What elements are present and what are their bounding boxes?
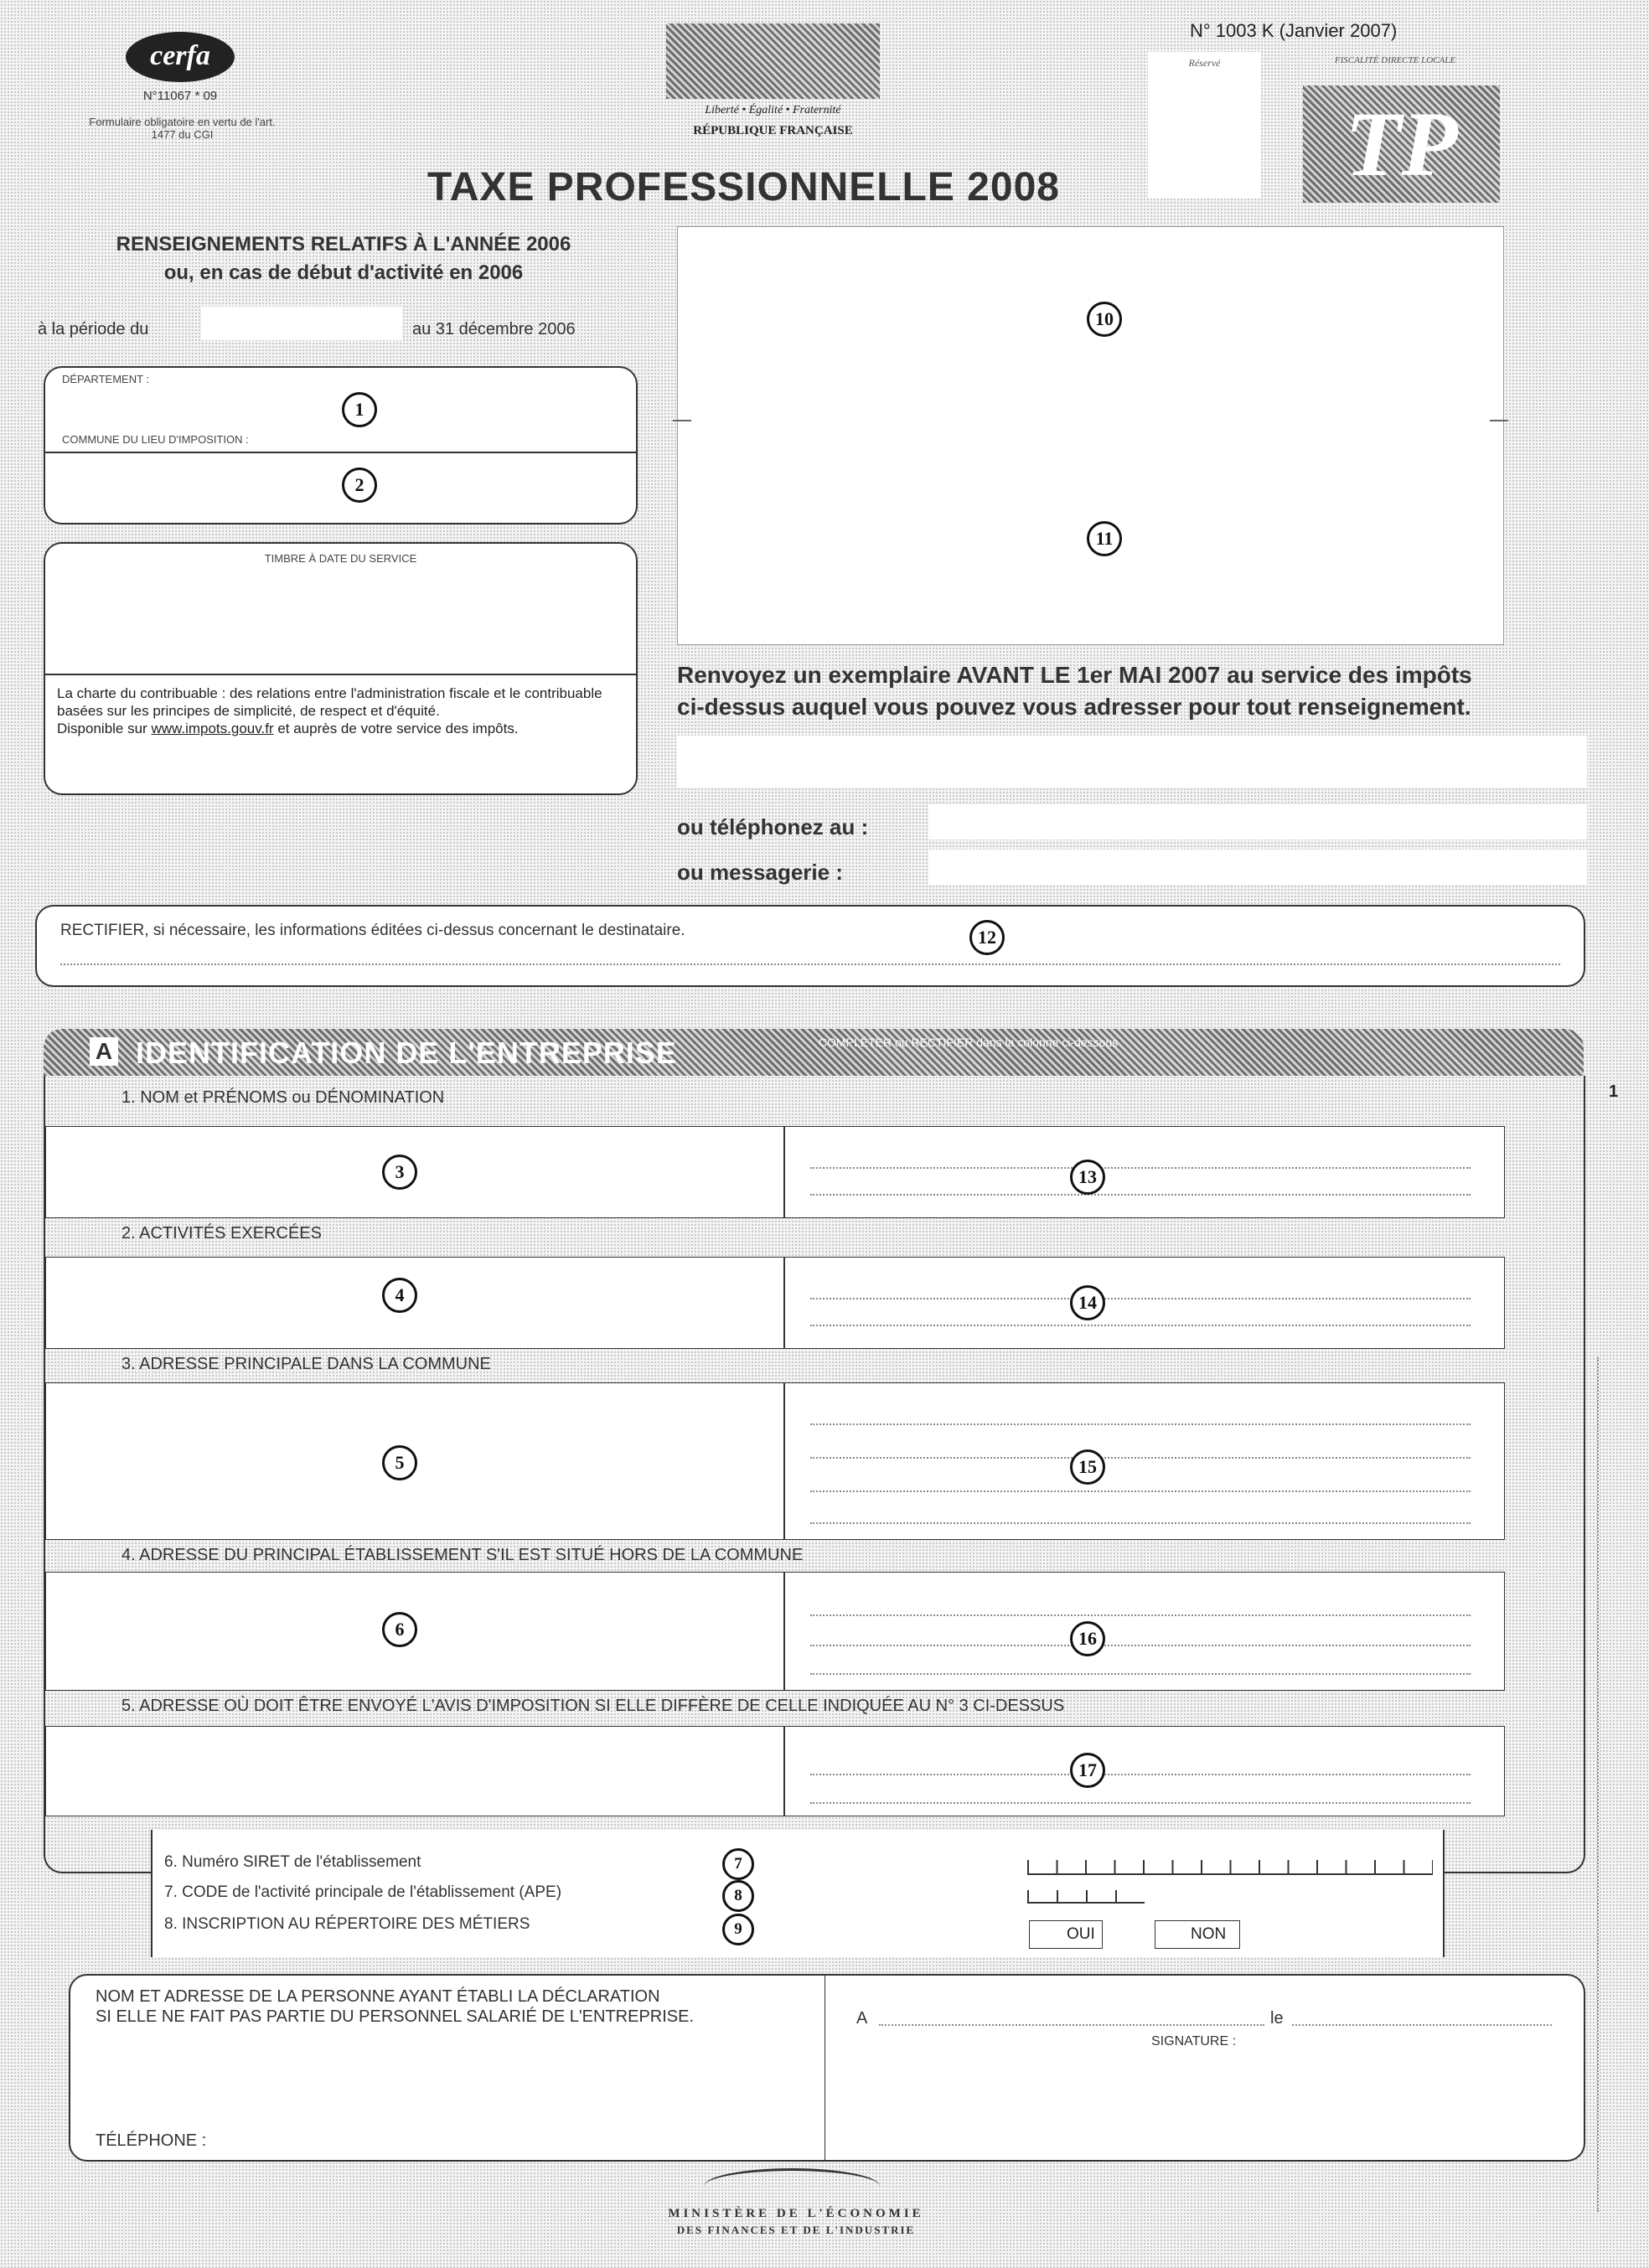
marker-8: 8 xyxy=(722,1880,754,1912)
marker-4: 4 xyxy=(382,1278,417,1313)
heading-debut-activite: ou, en cas de début d'activité en 2006 xyxy=(163,261,524,284)
cerfa-logo-text: cerfa xyxy=(150,40,210,71)
disponible-suffix: et auprès de votre service des impôts. xyxy=(277,721,519,736)
preparer-box xyxy=(69,1974,1585,2162)
period-suffix: au 31 décembre 2006 xyxy=(412,320,576,338)
period-prefix: à la période du xyxy=(38,320,149,338)
oui-checkbox[interactable] xyxy=(1029,1920,1103,1949)
timbre-box xyxy=(44,542,638,795)
window-tick-left xyxy=(673,420,691,421)
period-start-field[interactable] xyxy=(201,307,402,340)
return-notice-line2: ci-dessus auquel vous pouvez vous adresser pour tout renseignement. xyxy=(677,694,1471,720)
marker-13: 13 xyxy=(1070,1160,1105,1195)
section-a-title: IDENTIFICATION DE L'ENTREPRISE xyxy=(136,1036,677,1070)
phone-field[interactable] xyxy=(928,804,1587,840)
address-window xyxy=(677,226,1504,645)
field1-label: 1. NOM et PRÉNOMS ou DÉNOMINATION xyxy=(121,1088,445,1107)
impots-link[interactable]: www.impots.gouv.fr xyxy=(151,721,274,736)
preparer-phone-label: TÉLÉPHONE : xyxy=(96,2131,207,2150)
marker-1: 1 xyxy=(342,392,377,427)
field3-line-2 xyxy=(810,1457,1471,1459)
marker-11: 11 xyxy=(1087,521,1122,556)
page-number: 1 xyxy=(1609,1082,1619,1101)
disponible-prefix: Disponible sur xyxy=(57,721,147,736)
marker-9: 9 xyxy=(722,1914,754,1945)
non-checkbox[interactable] xyxy=(1155,1920,1240,1949)
field5-correction[interactable] xyxy=(784,1726,1505,1816)
ministry-emblem-icon xyxy=(704,2168,880,2204)
field5-line-2 xyxy=(810,1802,1471,1804)
commune-label: COMMUNE DU LIEU D'IMPOSITION : xyxy=(62,433,249,446)
le-label: le xyxy=(1270,2009,1284,2028)
service-address-field xyxy=(677,736,1587,788)
field4-line-1 xyxy=(810,1614,1471,1616)
date-field[interactable] xyxy=(1292,2024,1552,2026)
cerfa-note: Formulaire obligatoire en vertu de l'art. 1477 du CGI xyxy=(89,116,276,141)
rectifier-text: RECTIFIER, si nécessaire, les informations éditées ci-dessus concernant le destinataire. xyxy=(60,922,685,939)
page-title: TAXE PROFESSIONNELLE 2008 xyxy=(427,165,1060,209)
marker-16: 16 xyxy=(1070,1621,1105,1656)
side-code-vertical xyxy=(1597,1357,1604,2212)
marker-5: 5 xyxy=(382,1445,417,1480)
field2-correction[interactable] xyxy=(784,1257,1505,1349)
cerfa-number: N°11067 * 09 xyxy=(142,89,218,103)
field4-line-2 xyxy=(810,1645,1471,1646)
siret-input[interactable] xyxy=(1027,1860,1433,1875)
rectifier-line xyxy=(60,964,1560,965)
section-a-letter: A xyxy=(90,1037,118,1066)
preparer-line1: NOM ET ADRESSE DE LA PERSONNE AYANT ÉTABLI LA DÉCLARATION xyxy=(96,1987,660,2006)
heading-renseignements: RENSEIGNEMENTS RELATIFS À L'ANNÉE 2006 xyxy=(116,233,571,256)
non-label: NON xyxy=(1191,1925,1227,1943)
section-a-complete-note: COMPLÉTER ou RECTIFIER dans la colonne ci-dessous xyxy=(819,1036,1119,1049)
field3-line-4 xyxy=(810,1522,1471,1524)
field7-label: 7. CODE de l'activité principale de l'établissement (APE) xyxy=(164,1883,562,1901)
marker-3: 3 xyxy=(382,1155,417,1190)
reserved-label: Réservé xyxy=(1188,57,1221,69)
preparer-line2: SI ELLE NE FAIT PAS PARTIE DU PERSONNEL SALARIÉ DE L'ENTREPRISE. xyxy=(96,2007,695,2026)
email-label: ou messagerie : xyxy=(677,860,843,885)
cerfa-logo xyxy=(126,32,235,82)
reserved-box xyxy=(1148,52,1261,199)
ape-input[interactable] xyxy=(1027,1890,1145,1904)
marker-7: 7 xyxy=(722,1848,754,1880)
field4-correction[interactable] xyxy=(784,1572,1505,1691)
field3-label: 3. ADRESSE PRINCIPALE DANS LA COMMUNE xyxy=(121,1355,491,1373)
field2-line-1 xyxy=(810,1298,1471,1299)
field3-line-3 xyxy=(810,1490,1471,1492)
marker-12: 12 xyxy=(969,920,1005,955)
field5-line-1 xyxy=(810,1774,1471,1775)
marianne-logo xyxy=(666,23,880,99)
marker-2: 2 xyxy=(342,468,377,503)
section-a-header xyxy=(44,1029,1584,1076)
preparer-left[interactable] xyxy=(70,1976,825,2160)
field1-line-1 xyxy=(810,1167,1471,1169)
return-notice-line1: Renvoyez un exemplaire AVANT LE 1er MAI 2007 au service des impôts xyxy=(677,662,1472,688)
tp-badge xyxy=(1303,85,1500,203)
marker-17: 17 xyxy=(1070,1753,1105,1788)
ministry-line2: DES FINANCES ET DE L'INDUSTRIE xyxy=(676,2224,916,2236)
form-reference: N° 1003 K (Janvier 2007) xyxy=(1190,20,1398,41)
email-field[interactable] xyxy=(928,850,1587,885)
location-box xyxy=(44,366,638,524)
field4-line-3 xyxy=(810,1673,1471,1675)
timbre-label: TIMBRE À DATE DU SERVICE xyxy=(264,552,417,565)
window-tick-right xyxy=(1490,420,1508,421)
rectifier-box[interactable] xyxy=(35,905,1585,987)
charte-text: La charte du contribuable : des relations entre l'administration fiscale et le contribuable basées sur les principes de simplicité, de respect et d'équité. xyxy=(57,685,602,719)
field5-current-value xyxy=(45,1726,784,1816)
oui-label: OUI xyxy=(1067,1925,1095,1943)
tp-label: TP xyxy=(1345,93,1458,195)
field1-correction[interactable] xyxy=(784,1126,1505,1218)
field8-label: 8. INSCRIPTION AU RÉPERTOIRE DES MÉTIERS xyxy=(164,1915,530,1933)
field1-line-2 xyxy=(810,1194,1471,1196)
location-divider xyxy=(45,452,636,453)
tp-caption: FISCALITÉ DIRECTE LOCALE xyxy=(1334,55,1456,65)
field3-line-1 xyxy=(810,1423,1471,1425)
a-label: A xyxy=(856,2009,868,2028)
field6-label: 6. Numéro SIRET de l'établissement xyxy=(164,1853,421,1871)
departement-label: DÉPARTEMENT : xyxy=(62,373,150,385)
field2-label: 2. ACTIVITÉS EXERCÉES xyxy=(121,1224,322,1242)
motto: Liberté • Égalité • Fraternité xyxy=(705,104,841,116)
timbre-divider xyxy=(45,674,636,675)
republic-label: RÉPUBLIQUE FRANÇAISE xyxy=(693,124,853,137)
marker-6: 6 xyxy=(382,1612,417,1647)
charte-text-block xyxy=(57,685,624,737)
field5-label: 5. ADRESSE OÙ DOIT ÊTRE ENVOYÉ L'AVIS D'IMPOSITION SI ELLE DIFFÈRE DE CELLE INDIQUÉE AU N° 3 CI-DESSUS xyxy=(121,1697,1065,1715)
marker-10: 10 xyxy=(1087,302,1122,337)
place-field[interactable] xyxy=(879,2024,1264,2026)
ministry-line1: MINISTÈRE DE L'ÉCONOMIE xyxy=(668,2207,924,2220)
field4-label: 4. ADRESSE DU PRINCIPAL ÉTABLISSEMENT S'IL EST SITUÉ HORS DE LA COMMUNE xyxy=(121,1546,804,1564)
phone-label: ou téléphonez au : xyxy=(677,814,869,840)
field3-correction[interactable] xyxy=(784,1382,1505,1540)
field2-line-2 xyxy=(810,1325,1471,1326)
marker-14: 14 xyxy=(1070,1285,1105,1320)
signature-label: SIGNATURE : xyxy=(1151,2034,1237,2048)
marker-15: 15 xyxy=(1070,1449,1105,1485)
